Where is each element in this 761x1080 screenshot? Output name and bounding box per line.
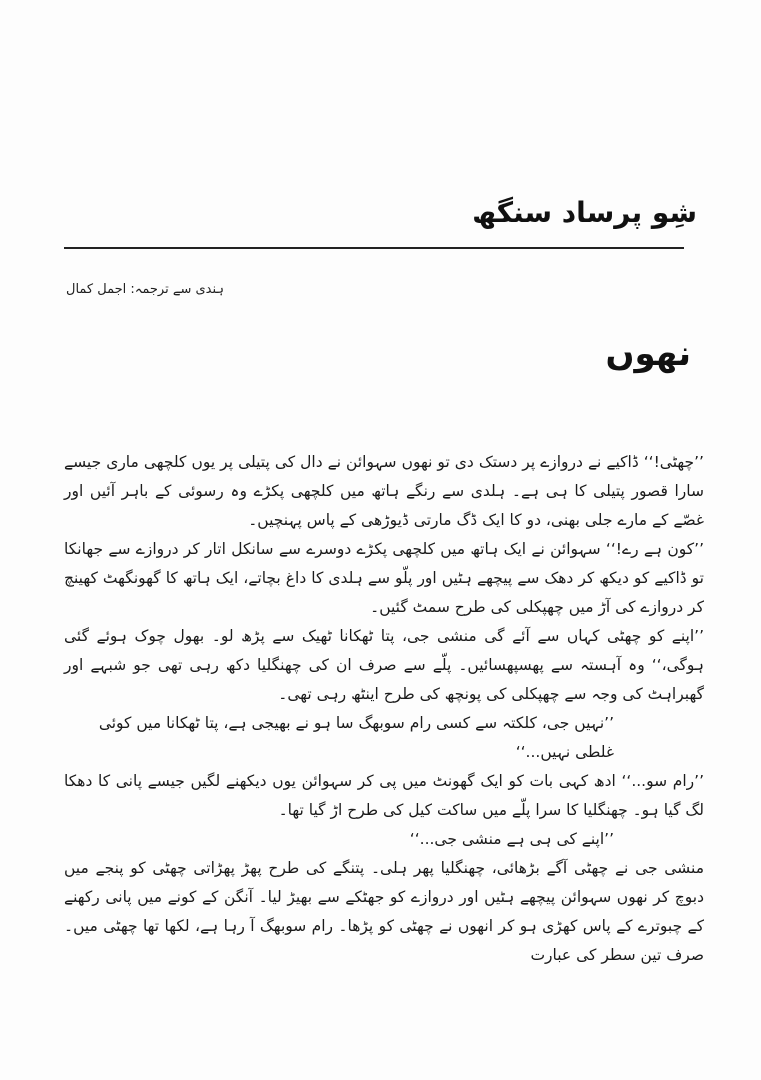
paragraph: ’’اپنے کی ہی ہے منشی جی...‘‘ [409, 830, 614, 848]
bleed-through-text [60, 95, 420, 121]
translator-credit: ہندی سے ترجمہ: اجمل کمال [66, 282, 225, 297]
paragraph: ’’کون ہے رے!‘‘ سہوائن نے ایک ہاتھ میں کلچھی پکڑے دوسرے سے سانکل اتار کر دروازے سے جھانکا تو ڈاکیے کو دیکھ کر دھک سے پیچھے ہٹیں اور پلّو سے ہلدی کا داغ بچاتے، ایک ہاتھ کا گھونگھٹ کھینچ کر دروازے کی آڑ میں چھپکلی کی طرح سمٹ گئیں۔ [64, 540, 704, 616]
paragraph: منشی جی نے چھٹی آگے بڑھائی، چھنگلیا پھر ہلی۔ پتنگے کی طرح پھڑ پھڑاتی چھٹی کو پنجے میں دبوچ کر نھوں سہوائن پیچھے ہٹیں اور دروازے کو جھٹکے سے بھیڑ لیا۔ آنگن کے کونے میں پانی رکھنے کے چبوترے کے پاس کھڑی ہو کر انھوں نے چھٹی کو پڑھا۔ رام سوبھگ آ رہا ہے، لکھا تھا چھٹی میں۔ صرف تین سطر کی عبارت [64, 859, 704, 964]
author-name: شِو پرساد سنگھ [472, 196, 697, 229]
divider [64, 247, 684, 249]
paragraph: ’’اپنے کو چھٹی کہاں سے آئے گی منشی جی، پتا ٹھکانا ٹھیک سے پڑھ لو۔ بھول چوک ہوئے گئی ہوگی،‘‘ وہ آہستہ سے پھسپھسائیں۔ پلّے سے صرف ان کی چھنگلیا دکھ رہی تھی جو شبہے اور گھبراہٹ کی وجہ سے چھپکلی کی پونچھ کی طرح اینٹھ رہی تھی۔ [64, 627, 704, 703]
story-title: نھوں [605, 334, 691, 374]
paragraph: ’’چھٹی!‘‘ ڈاکیے نے دروازے پر دستک دی تو نھوں سہوائن نے دال کی پتیلی پر یوں کلچھی ماری جیسے سارا قصور پتیلی کا ہی ہے۔ ہلدی سے رنگے ہاتھ میں کلچھی پکڑے وہ رسوئی کے باہر آئیں اور غصّے کے مارے جلی بھنی، دو کا ایک ڈگ مارتی ڈیوڑھی کے پاس پہنچیں۔ [64, 453, 704, 529]
paragraph: ’’رام سو...‘‘ ادھ کہی بات کو ایک گھونٹ میں پی کر سہوائن یوں دیکھنے لگیں جیسے پانی کا دھکا لگ گیا ہو۔ چھنگلیا کا سرا پلّے میں ساکت کیل کی طرح اڑ گیا تھا۔ [64, 772, 704, 819]
paragraph: ’’نہیں جی، کلکتہ سے کسی رام سوبھگ سا ہو نے بھیجی ہے، پتا ٹھکانا میں کوئی غلطی نہیں...‘‘ [98, 714, 614, 761]
story-body [64, 448, 704, 970]
